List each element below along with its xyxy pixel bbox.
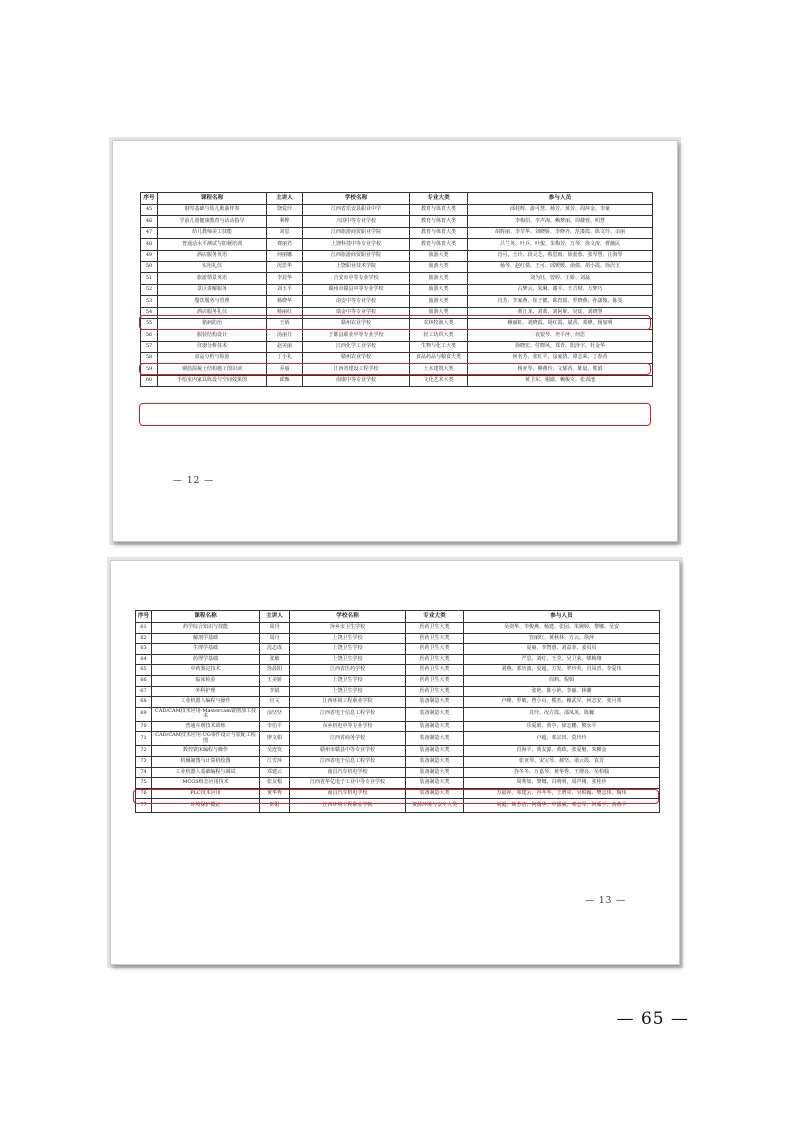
column-header: 课程名称 — [158, 193, 267, 205]
table-cell: 旅游大类 — [410, 296, 468, 307]
table-cell: 赣州农业学校 — [303, 353, 410, 364]
table-cell: 刘思 — [267, 227, 303, 238]
highlight-box-row-52 — [139, 315, 651, 330]
table-cell: 55 — [141, 318, 158, 329]
table-cell: 乔丽 — [267, 364, 303, 375]
document-page-number: — 65 — — [616, 1009, 689, 1029]
table-cell: 周秀如、黎娜、冯明明、周声刚、张桂珍 — [464, 778, 660, 789]
table-cell: 王炳 — [267, 318, 303, 329]
column-header: 专业大类 — [406, 611, 464, 623]
table-row — [136, 675, 660, 686]
table-cell: 汤丽芬 — [267, 330, 303, 341]
table-row — [141, 284, 653, 295]
table-cell: 旅游大类 — [410, 307, 468, 318]
table-row — [136, 756, 660, 767]
table-cell: 71 — [136, 732, 152, 746]
table-row — [136, 644, 660, 655]
table-row — [136, 633, 660, 644]
table-cell: 装备制造大类 — [406, 697, 464, 708]
table-cell: 48 — [141, 239, 158, 250]
table-row — [136, 686, 660, 697]
table-cell: 肖玲、况方霞、邵凤英、陈巍 — [464, 707, 660, 721]
table-cell: 77 — [136, 799, 152, 813]
table-cell: 装备制造大类 — [406, 767, 464, 778]
table-cell: 66 — [136, 675, 152, 686]
column-header: 序号 — [141, 193, 158, 205]
page-number: — 13 — — [585, 896, 627, 906]
table-cell: PLC技术应用 — [152, 788, 260, 799]
table-cell: 67 — [136, 686, 152, 697]
table-row — [136, 697, 660, 708]
table-cell: 萍乡市卫生学校 — [290, 623, 406, 634]
table-row — [141, 216, 653, 227]
table-cell: 胡毅、胡芳洁、柯瑞华、申露威、邓志琴、何雁平、黄燕平 — [464, 799, 660, 813]
table-cell: 生理学基础 — [152, 644, 260, 655]
table-cell: 数控铣床编程与操作 — [152, 746, 260, 757]
table-cell: 69 — [136, 707, 152, 721]
table-cell: 旅游大类 — [410, 273, 468, 284]
table-cell: 68 — [136, 697, 152, 708]
table-cell: 严思、刘红、王莹、吴卫荣、缪梅翔 — [464, 654, 660, 665]
table-cell: 装备制造大类 — [406, 746, 464, 757]
table-cell: 乐爱娟、黄亭、徐志鹏、熊永平 — [464, 721, 660, 732]
table-cell: 江西环境工程职业学院 — [290, 799, 406, 813]
table-cell: 杨晓华 — [267, 296, 303, 307]
table-cell: 江西旅游商贸职业学院 — [303, 227, 410, 238]
column-header: 学校名称 — [303, 193, 410, 205]
table-cell: 兴国中等专业学校 — [303, 216, 410, 227]
table-cell: 赖丽虹、刘晓霞、胡红霞、斌香、邓峰、杨加明 — [468, 318, 653, 329]
table-cell: 徐晓宏、付晓风、郑青、阳泽宇、杜金华 — [468, 341, 653, 352]
table-cell: 刘燕、郭历波、夏超、方发、罗玲英、肖凤青、李爱伟 — [464, 665, 660, 676]
table-cell: 赵美丽 — [267, 341, 303, 352]
table-cell: 医药卫生大类 — [406, 633, 464, 644]
table-cell: 土木建筑大类 — [410, 364, 468, 375]
table-row — [136, 665, 660, 676]
table-cell: 上饶卫生学校 — [290, 633, 406, 644]
table-cell: 中药鉴定技术 — [152, 665, 260, 676]
table-row — [141, 239, 653, 250]
table-cell: 医药卫生大类 — [406, 654, 464, 665]
table-cell: 食品分析与检验 — [158, 353, 267, 364]
table-cell: 旅游大类 — [410, 284, 468, 295]
table-cell: 赣州市赣县中等专业学校 — [290, 746, 406, 757]
table-cell: 56 — [141, 330, 158, 341]
table-cell: 76 — [136, 788, 152, 799]
table-cell: 南昌汽车机电学校 — [290, 767, 406, 778]
table-cell: 临床检验 — [152, 675, 260, 686]
highlight-box-row-58 — [139, 403, 651, 426]
table-cell: 47 — [141, 227, 158, 238]
table-cell: 医药卫生大类 — [406, 623, 464, 634]
table-cell: 万嘉萍、邓建云、谷冬冬、王增亮、吴柏翰、樊志伟、陶伟 — [464, 788, 660, 799]
table-cell: 服装结构设计 — [158, 330, 267, 341]
table-row — [141, 227, 653, 238]
table-cell: 医药卫生大类 — [406, 686, 464, 697]
table-cell: 徐晨阳 — [260, 665, 290, 676]
table-cell: 装备制造大类 — [406, 788, 464, 799]
table-cell: 轻工纺织大类 — [410, 330, 468, 341]
table-cell: 南安中等专业学校 — [303, 296, 410, 307]
table-cell: 73 — [136, 756, 152, 767]
table-cell: 江西省电子信息工程学校 — [290, 707, 406, 721]
table-row — [141, 250, 653, 261]
table-cell: 东乡机电中等专业学校 — [290, 721, 406, 732]
table-cell: 吉安市中等专业学校 — [303, 273, 410, 284]
table-cell: 沈志成 — [260, 644, 290, 655]
table-header-row — [136, 611, 660, 623]
table-cell: 江西旅游商贸职业学院 — [303, 250, 410, 261]
table-cell: 何名芳、张红平、涂家清、谭志荣、丁春香 — [468, 353, 653, 364]
table-cell: 邱桂辉、游可慧、杨芳、黄芳、周萍金、李童 — [468, 205, 653, 216]
table-row — [141, 296, 653, 307]
table-cell: 教育与体育大类 — [410, 227, 468, 238]
table-cell: 涂坚坚 — [260, 707, 290, 721]
table-cell: 江西省建设工程学校 — [303, 364, 410, 375]
table-cell: 吕兰英、叶兵、叶俊、朱梅芳、万琴、徐文涛、曹薇民 — [468, 239, 653, 250]
table-cell: 南昌汽车机电学校 — [290, 788, 406, 799]
table-row — [136, 746, 660, 757]
table-cell: 50 — [141, 261, 158, 272]
highlight-box-row-72 — [133, 789, 659, 804]
column-header: 专业大类 — [410, 193, 468, 205]
table-cell: 李娟 — [260, 686, 290, 697]
course-table-page-13 — [135, 610, 660, 813]
table-row — [141, 273, 653, 284]
table-cell: 酒店服务礼仪 — [158, 307, 267, 318]
table-cell: 谷冬冬、万嘉琴、黄华秀、王增亮、吴柏翰 — [464, 767, 660, 778]
table-cell: 学前儿童健康教育与活动指导 — [158, 216, 267, 227]
table-cell: 景区讲解服务 — [158, 284, 267, 295]
table-cell: 食品药品与粮食大类 — [410, 353, 468, 364]
table-cell: 肖海平、黄友源、黄政、张爱魁、朱柳金 — [464, 746, 660, 757]
table-cell: 卢超、邓宗田、莫玲玲 — [464, 732, 660, 746]
column-header: 序号 — [136, 611, 152, 623]
table-cell: 管丽红、黄秋林、方云、徐萍 — [464, 633, 660, 644]
table-cell: 江西省商务学校 — [290, 732, 406, 746]
scanned-page-12 — [112, 140, 678, 542]
table-cell: 农林牧渔大类 — [410, 318, 468, 329]
table-cell: 手绘室内家具陈设与空间效果图 — [158, 375, 267, 386]
table-cell: 医药卫生大类 — [406, 644, 464, 655]
table-cell: 杨丽红 — [267, 307, 303, 318]
table-cell: 赣州农业学校 — [303, 318, 410, 329]
table-cell: 51 — [141, 273, 158, 284]
table-cell: 周丹 — [260, 623, 290, 634]
highlight-box-row-55 — [139, 363, 651, 375]
table-cell: 57 — [141, 341, 158, 352]
table-cell: 上饶卫生学校 — [290, 686, 406, 697]
table-cell: 饶爱玲 — [267, 205, 303, 216]
table-cell: 旅游大类 — [410, 250, 468, 261]
table-cell: 于都县职业中等专业学校 — [303, 330, 410, 341]
table-cell: 46 — [141, 216, 158, 227]
table-cell: 装备制造大类 — [406, 732, 464, 746]
table-cell: 赣州市赣县中等专业学校 — [303, 284, 410, 295]
table-cell: 吴连发 — [260, 746, 290, 757]
table-cell: 工业机器人基础编程与调试 — [152, 767, 260, 778]
table-cell: 丁小礼 — [267, 353, 303, 364]
table-cell: 装备制造大类 — [406, 707, 464, 721]
table-cell: 生物与化工大类 — [410, 341, 468, 352]
table-cell: 餐饮服务与管理 — [158, 296, 267, 307]
table-cell: 南康中等专业学校 — [303, 375, 410, 386]
table-row — [136, 623, 660, 634]
table-cell: 肖芳、李家燕、崔子健、邱育瑶、罗晓燕、孙潇俊、陈雯 — [468, 296, 653, 307]
table-cell: 装备制造大类 — [406, 756, 464, 767]
table-cell: 上饶卫生学校 — [290, 654, 406, 665]
table-cell: 江西省医药学校 — [290, 665, 406, 676]
table-cell: 何丽娜 — [267, 250, 303, 261]
table-cell: 外科护理 — [152, 686, 260, 697]
table-cell: 江西省乐安县职业中学 — [303, 205, 410, 216]
table-cell: 49 — [141, 250, 158, 261]
course-table-page-12 — [140, 192, 653, 387]
table-cell: 彭阳 — [260, 799, 290, 813]
table-row — [141, 261, 653, 272]
table-row — [141, 375, 653, 386]
table-cell: 52 — [141, 284, 158, 295]
table-cell: 58 — [141, 353, 158, 364]
table-cell: 江雪萍 — [260, 756, 290, 767]
column-header: 课程名称 — [152, 611, 260, 623]
table-cell: 张亚琴、宋宝琴、郝坚、诸云霞、袁芳 — [464, 756, 660, 767]
table-cell: 江西省华亿电子工业中等专业学校 — [290, 778, 406, 789]
table-cell: 旅游大类 — [410, 261, 468, 272]
column-header: 参与人员 — [468, 193, 653, 205]
table-cell: 张敏 — [260, 654, 290, 665]
table-row — [136, 654, 660, 665]
table-cell: 药理学基础 — [152, 654, 260, 665]
table-row — [141, 341, 653, 352]
table-cell: 装备制造大类 — [406, 721, 464, 732]
table-cell: 上饶卫生学校 — [290, 675, 406, 686]
table-cell: 李封华 — [267, 273, 303, 284]
table-cell: 黄江龙、刘蓝、刘阿妮、吴瑶、刘晓慧 — [468, 307, 653, 318]
table-cell: 上饶科技中等专业学校 — [303, 239, 410, 250]
table-cell: 夏丽、李智惠、刘益菲、姜贝贝 — [464, 644, 660, 655]
table-cell: 上饶职业技术学院 — [303, 261, 410, 272]
table-cell: 钢琴基础与幼儿歌曲伴奏 — [158, 205, 267, 216]
column-header: 主讲人 — [267, 193, 303, 205]
table-cell: 瑞金中等专业学校 — [303, 307, 410, 318]
table-cell: 李梅招、李声海、赖梦丽、周楼蓉、明慧 — [468, 216, 653, 227]
table-cell: 利桦 — [267, 216, 303, 227]
table-row — [141, 205, 653, 216]
table-cell: 普通车削技术训练 — [152, 721, 260, 732]
table-cell: 文化艺术大类 — [410, 375, 468, 386]
table-row — [141, 330, 653, 341]
table-cell: 幼儿教师美工技能 — [158, 227, 267, 238]
table-cell: 黄卫东、谢澈、赖俊文、张训池 — [468, 375, 653, 386]
table-cell: 周莉、倪娟 — [464, 675, 660, 686]
table-cell: 吴剑华、李俊燕、杨建、张园、朱婉婷、黎娜、吴安 — [464, 623, 660, 634]
table-cell: 59 — [141, 364, 158, 375]
table-cell: 旅游情景英语 — [158, 273, 267, 284]
table-cell: 上饶卫生学校 — [290, 644, 406, 655]
table-cell: 74 — [136, 767, 152, 778]
table-cell: 医药卫生大类 — [406, 665, 464, 676]
table-cell: 教育与体育大类 — [410, 239, 468, 250]
table-cell: 普通话水平测试与防梗培训 — [158, 239, 267, 250]
table-cell: 资源环境与安全大类 — [406, 799, 464, 813]
column-header: 主讲人 — [260, 611, 290, 623]
table-cell: 官文 — [260, 697, 290, 708]
table-cell: 猪病防治 — [158, 318, 267, 329]
table-cell: 75 — [136, 778, 152, 789]
table-cell: 杨亚琴、柳燕玲、文郁香、陈晨、熊娟 — [468, 364, 653, 375]
table-cell: 邱甄 — [267, 375, 303, 386]
table-cell: 45 — [141, 205, 158, 216]
table-cell: 江西化学工业学校 — [303, 341, 410, 352]
table-cell: 54 — [141, 307, 158, 318]
table-cell: 况思华 — [267, 261, 303, 272]
table-cell: 63 — [136, 644, 152, 655]
table-cell: 邓建云 — [260, 767, 290, 778]
column-header: 学校名称 — [290, 611, 406, 623]
table-cell: 机械制图与计算机绘图 — [152, 756, 260, 767]
table-cell: 刘为钰、曾婷、王娇、刘磊 — [468, 273, 653, 284]
table-cell: 61 — [136, 623, 152, 634]
table-cell: 酒店服务英语 — [158, 250, 267, 261]
table-cell: 工业机器人编程与操作 — [152, 697, 260, 708]
table-row — [136, 707, 660, 721]
table-cell: CAD/CAM技术应用-UG零件设计与装配工程图 — [152, 732, 260, 746]
table-cell: 刘玉平 — [267, 284, 303, 295]
table-cell: 江西省电子信息工程学校 — [290, 756, 406, 767]
table-cell: 环境保护概论 — [152, 799, 260, 813]
table-cell: 53 — [141, 296, 158, 307]
table-cell: 杨琴、赵红倩、王可、邱媛媛、俞倩、胡小霞、徐沢玉 — [468, 261, 653, 272]
table-cell: 张友根 — [260, 778, 290, 789]
scanned-page-13 — [110, 560, 680, 965]
table-cell: 黄华秀 — [260, 788, 290, 799]
table-cell: 实用礼仪 — [158, 261, 267, 272]
table-cell: 肖可、王玲、段灵芝、蔡思雨、徐劲蓉、张琴慧、汪海琴 — [468, 250, 653, 261]
table-cell: 62 — [136, 633, 152, 644]
table-cell: 江西环境工程职业学院 — [290, 697, 406, 708]
table-cell: 张艳、陈小艳、李丽、林潮 — [464, 686, 660, 697]
table-cell: 胡辉丽、李莘华、刘晓娇、李修齐、范漆霞、陈文玲、余丽 — [468, 227, 653, 238]
table-cell: 70 — [136, 721, 152, 732]
table-cell: CAD/CAM技术应用-Mastercam铣削加工技术 — [152, 707, 260, 721]
table-cell: 60 — [141, 375, 158, 386]
table-cell: 廖文娟 — [260, 732, 290, 746]
table-cell: 李伯平 — [260, 721, 290, 732]
column-header: 参与人员 — [464, 611, 660, 623]
page-number: — 12 — — [173, 476, 215, 486]
table-cell: 卢峰、罗敏、曾小山、熊杰、赖武军、何志安、张月邦 — [464, 697, 660, 708]
table-cell: 解剖学基础 — [152, 633, 260, 644]
table-row — [136, 721, 660, 732]
table-cell: 装备制造大类 — [406, 778, 464, 789]
table-cell: 教育与体育大类 — [410, 205, 468, 216]
table-cell: 64 — [136, 654, 152, 665]
table-cell: 仪器分析技术 — [158, 341, 267, 352]
table-cell: 袁银琴、尧平萍、何思 — [468, 330, 653, 341]
table-cell: 周丹 — [260, 633, 290, 644]
table-cell: 65 — [136, 665, 152, 676]
table-cell: MCGS组态应用技术 — [152, 778, 260, 789]
table-row — [136, 732, 660, 746]
table-cell: 72 — [136, 746, 152, 757]
table-cell: 钢筋混凝土结构施工图识读 — [158, 364, 267, 375]
table-cell: 费丽君 — [267, 239, 303, 250]
table-header-row — [141, 193, 653, 205]
table-row — [136, 767, 660, 778]
table-cell: 教育与体育大类 — [410, 216, 468, 227]
table-cell: 医药卫生大类 — [406, 675, 464, 686]
table-cell: 占梦云、朱琳、谢平、王吉财、万梦巧 — [468, 284, 653, 295]
table-row — [136, 778, 660, 789]
table-cell: 王美娇 — [260, 675, 290, 686]
table-cell: 药学综合知识与技能 — [152, 623, 260, 634]
